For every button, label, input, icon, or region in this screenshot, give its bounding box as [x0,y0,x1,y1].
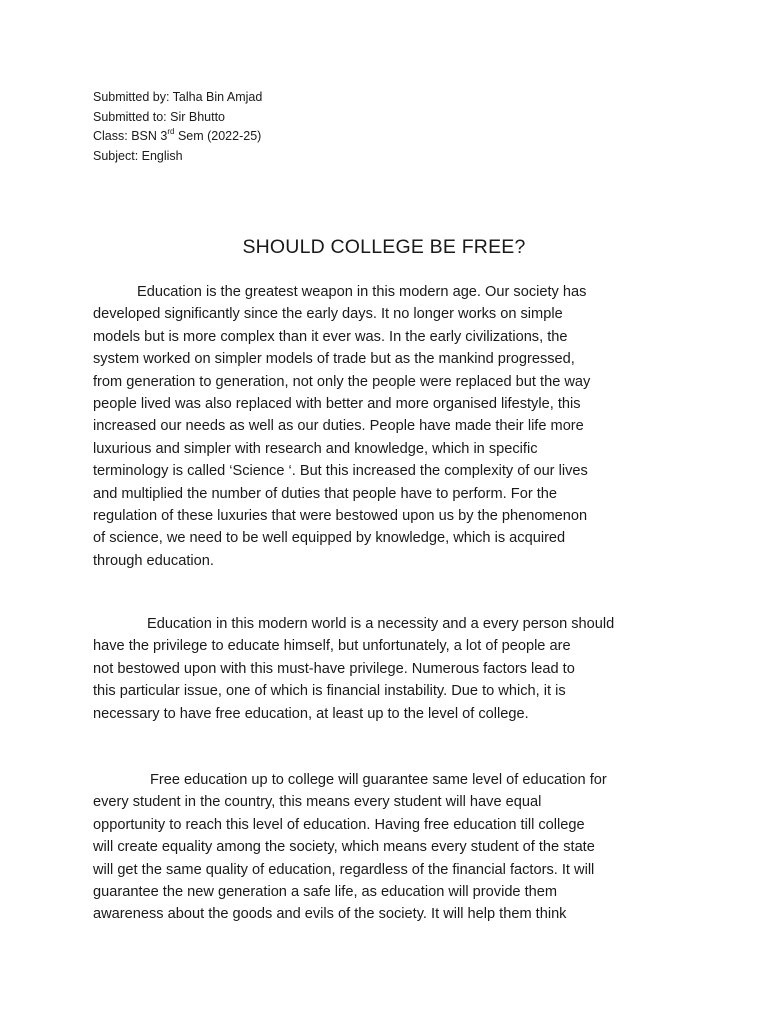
paragraph-line: Education is the greatest weapon in this modern age. Our society has [137,284,587,300]
paragraph-line: have the privilege to educate himself, but unfortunately, a lot of people are [93,638,571,655]
paragraph-line: regulation of these luxuries that were bestowed upon us by the phenomenon [93,508,588,525]
paragraph-line: people lived was also replaced with better and more organised lifestyle, this [93,396,581,413]
paragraph-1 [93,281,677,572]
paragraph-line: every student in the country, this means every student will have equal [93,794,542,811]
class-suffix: Sem (2022-25) [174,129,262,143]
paragraph-line: awareness about the goods and evils of the society. It will help them think [93,906,567,923]
class-prefix: Class: BSN 3 [93,129,168,143]
paragraph-line: through education. [93,552,214,569]
subject: Subject: English [93,148,183,163]
paragraph-line: from generation to generation, not only the people were replaced but the way [93,373,591,390]
submitted-to: Submitted to: Sir Bhutto [93,109,226,124]
paragraph-line: Education in this modern world is a necessity and a every person should [147,616,615,632]
paragraph-line: guarantee the new generation a safe life, as education will provide them [93,884,558,901]
paragraph-line: opportunity to reach this level of education. Having free education till college [93,816,585,833]
paragraph-line: will get the same quality of education, regardless of the financial factors. It will [93,861,595,878]
paragraph-line: of science, we need to be well equipped by knowledge, which is acquired [93,530,566,547]
paragraph-line: Free education up to college will guarantee same level of education for [150,772,607,788]
paragraph-2 [93,613,677,725]
paragraph-3 [93,769,677,926]
paragraph-line: luxurious and simpler with research and knowledge, which in specific [93,440,538,457]
paragraph-line: this particular issue, one of which is financial instability. Due to which, it is [93,683,566,700]
paragraph-line: system worked on simpler models of trade but as the mankind progressed, [93,351,575,368]
paragraph-line: and multiplied the number of duties that people have to perform. For the [93,485,558,502]
paragraph-line: not bestowed upon with this must-have privilege. Numerous factors lead to [93,660,575,677]
class-info [93,127,262,147]
paragraph-line: will create equality among the society, which means every student of the state [93,839,595,856]
submitted-by: Submitted by: Talha Bin Amjad [93,90,263,104]
class-superscript: rd [167,126,175,136]
paragraph-line: terminology is called ‘Science ‘. But this increased the complexity of our lives [93,463,588,480]
paragraph-line: necessary to have free education, at least up to the level of college. [93,705,529,722]
submission-header [93,88,262,166]
paragraph-line: increased our needs as well as our duties. People have made their life more [93,418,584,435]
paragraph-line: developed significantly since the early days. It no longer works on simple [93,306,563,323]
essay-title: SHOULD COLLEGE BE FREE? [242,236,526,258]
paragraph-line: models but is more complex than it ever was. In the early civilizations, the [93,328,568,345]
